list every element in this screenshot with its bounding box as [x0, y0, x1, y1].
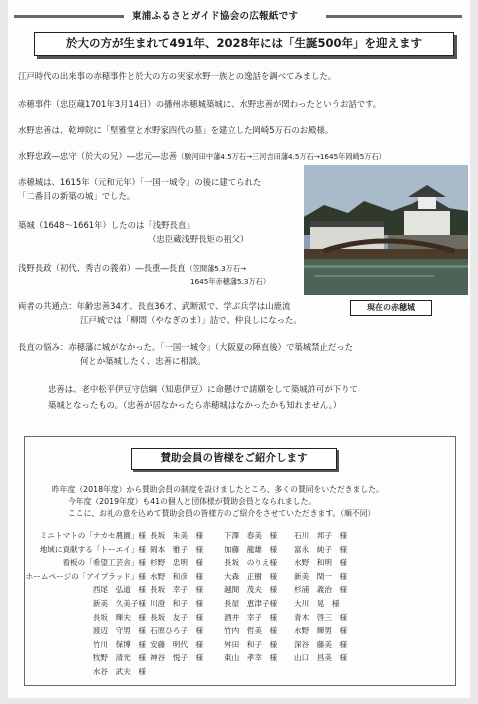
member-row [8, 666, 470, 677]
member-name: 渡辺 守男 様 [92, 626, 146, 636]
article-line-tadayoshi: 水野忠善は、乾坤院に「堅雅堂と水野家四代の墓」を建立した岡崎5万石のお殿様。 [18, 125, 334, 135]
member-name: 舛田 和子 様 [224, 639, 278, 649]
article-line-builder-note: （忠臣蔵浅野長矩の祖父） [148, 234, 249, 244]
member-name: 長屋 恵津子様 [224, 599, 278, 608]
lineage-asano-main: 浅野長政（初代、秀吉の義弟）―長重―長直 [18, 263, 186, 273]
member-name: 長坂 のりえ様 [224, 558, 278, 568]
member-name: 山口 昌美 様 [294, 653, 348, 663]
header-org: 東浦ふるさとガイド協会の広報紙です [132, 11, 299, 22]
article-line-ako-castle-a: 赤穂城は、1615年（元和元年）「一国一城令」の後に建てられた [18, 177, 262, 187]
header-rule-left [14, 15, 124, 18]
member-row [8, 598, 470, 609]
member-name: ミニトマトの「ナカセ農園」様 [39, 531, 146, 540]
member-name: 東山 孝幸 様 [224, 653, 278, 663]
member-name: 地域に貢献する「トーエイ」様 [39, 544, 146, 554]
member-name: 竹内 哲美 様 [224, 626, 278, 636]
members-intro-3: ここに、お礼の意を込めて賛助会員の皆様方のご紹介をさせていただきます。（順不同） [68, 509, 376, 518]
member-row [8, 639, 470, 650]
article-line-ako-incident: 赤穂事件（忠臣蔵1701年3月14日）の播州赤穂城築城に、水野忠善が関わったというお話です。 [18, 99, 382, 109]
article-line-worry-a: 長直の悩み：赤穂藩に城がなかった。「一国一城令」（大阪夏の陣直後）で築城禁止だった [18, 342, 353, 352]
ako-castle-photo [304, 165, 468, 295]
lineage-asano [18, 262, 246, 275]
member-name: 大川 晃 様 [294, 599, 340, 608]
member-name: 下澤 春美 様 [224, 531, 278, 540]
article-line-common-a: 両者の共通点：年齢忠善34才、長直36才、武断派で、学ぶ兵学は山鹿流 [18, 301, 291, 311]
member-name: 川澄 和子 様 [150, 599, 204, 608]
article-line-builder: 築城（1648～1661年）したのは「浅野長直」 [18, 220, 195, 230]
member-name: 新美 久美子様 [92, 599, 146, 608]
member-row [8, 612, 470, 623]
lineage-mizuno-main: 水野忠政―忠守（於大の兄）―忠元―忠善 [18, 151, 178, 161]
photo-caption: 現在の赤穂城 [350, 300, 432, 316]
article-line-common-b: 江戸城では「柳間（やなぎのま）」詰で、仲良しになった。 [80, 315, 302, 325]
article-line-permit-a: 忠善は、老中松平伊豆守信綱（知恵伊豆）に命懸けで請願をして築城許可が下りて [48, 384, 358, 394]
header [8, 6, 470, 24]
members-intro-2: 今年度（2019年度）も41の個人と団体様が賛助会員となられました。 [68, 497, 317, 506]
member-name: 越間 茂夫 様 [224, 585, 278, 595]
member-row [8, 571, 470, 582]
member-name: 牧野 清光 様 [92, 653, 146, 663]
member-name: 長坂 輝夫 様 [92, 612, 146, 622]
member-name: 長坂 朱美 様 [150, 531, 204, 540]
member-row [8, 625, 470, 636]
article-line-worry-b: 何とか築城したく、忠善に相談。 [80, 356, 206, 366]
member-name: 竹川 保博 様 [92, 639, 146, 649]
member-row [8, 544, 470, 555]
member-name: 水野 和彦 様 [150, 571, 204, 581]
member-name: ホームページの「アイブラッド」様 [25, 571, 146, 581]
member-name: 岡本 雅子 様 [150, 544, 204, 554]
header-rule-right [326, 15, 462, 18]
article-intro: 江戸時代の出来事の赤穂事件と於大の方の実家水野一族との逸話を調べてみました。 [18, 71, 337, 81]
member-name: 大森 正樹 様 [224, 571, 278, 581]
member-name: 杉野 忠明 様 [150, 558, 204, 568]
member-row [8, 557, 470, 568]
page-title: 於大の方が生まれて491年、2028年には「生誕500年」を迎えます [34, 32, 454, 56]
member-name: 安藤 明代 様 [150, 639, 204, 649]
member-name: 加藤 龍雄 様 [224, 544, 278, 554]
member-row [8, 530, 470, 541]
member-name: 長坂 幸子 様 [150, 585, 204, 595]
member-name: 新美 閏一 様 [294, 571, 348, 581]
lineage-asano-note-2: 1645年赤穂藩5.3万石） [190, 277, 271, 286]
lineage-mizuno-note: （駿河田中藩4.5万石→三河吉田藩4.5万石→1645年岡崎5万石） [177, 152, 386, 161]
member-row [8, 584, 470, 595]
member-name: 石原ひろ子 様 [150, 626, 204, 636]
lineage-mizuno [18, 150, 386, 163]
member-name: 長坂 友子 様 [150, 612, 204, 622]
member-name: 看板の「希望工芸舎」様 [62, 558, 146, 568]
member-name: 杉浦 義治 様 [294, 585, 348, 595]
member-name: 神谷 悦子 様 [150, 653, 204, 663]
members-title: 賛助会員の皆様をご紹介します [131, 448, 337, 470]
lineage-asano-note: （笠間藩5.3万石→ [185, 264, 247, 273]
members-intro-1: 昨年度（2018年度）から賛助会員の制度を設けましたところ、多くの賛同をいただきました。 [52, 485, 384, 494]
member-name: 水谷 武夫 様 [92, 667, 146, 676]
member-name: 青木 啓三 様 [294, 612, 348, 622]
newsletter-page [8, 0, 470, 698]
member-row [8, 652, 470, 663]
member-name: 酒井 幸子 様 [224, 612, 278, 622]
member-name: 石川 邦子 様 [294, 531, 348, 540]
article-line-ako-castle-b: 「二番目の新築の城」でした。 [18, 191, 136, 201]
member-name: 深谷 藤美 様 [294, 639, 348, 649]
member-name: 水野 和明 様 [294, 558, 348, 568]
member-name: 水野 輝男 様 [294, 626, 348, 636]
member-name: 西尾 弘道 様 [92, 585, 146, 595]
article-line-permit-b: 築城となったもの。（忠善が居なかったら赤穂城はなかったかも知れません。） [48, 400, 342, 410]
member-name: 富永 純子 様 [294, 544, 348, 554]
